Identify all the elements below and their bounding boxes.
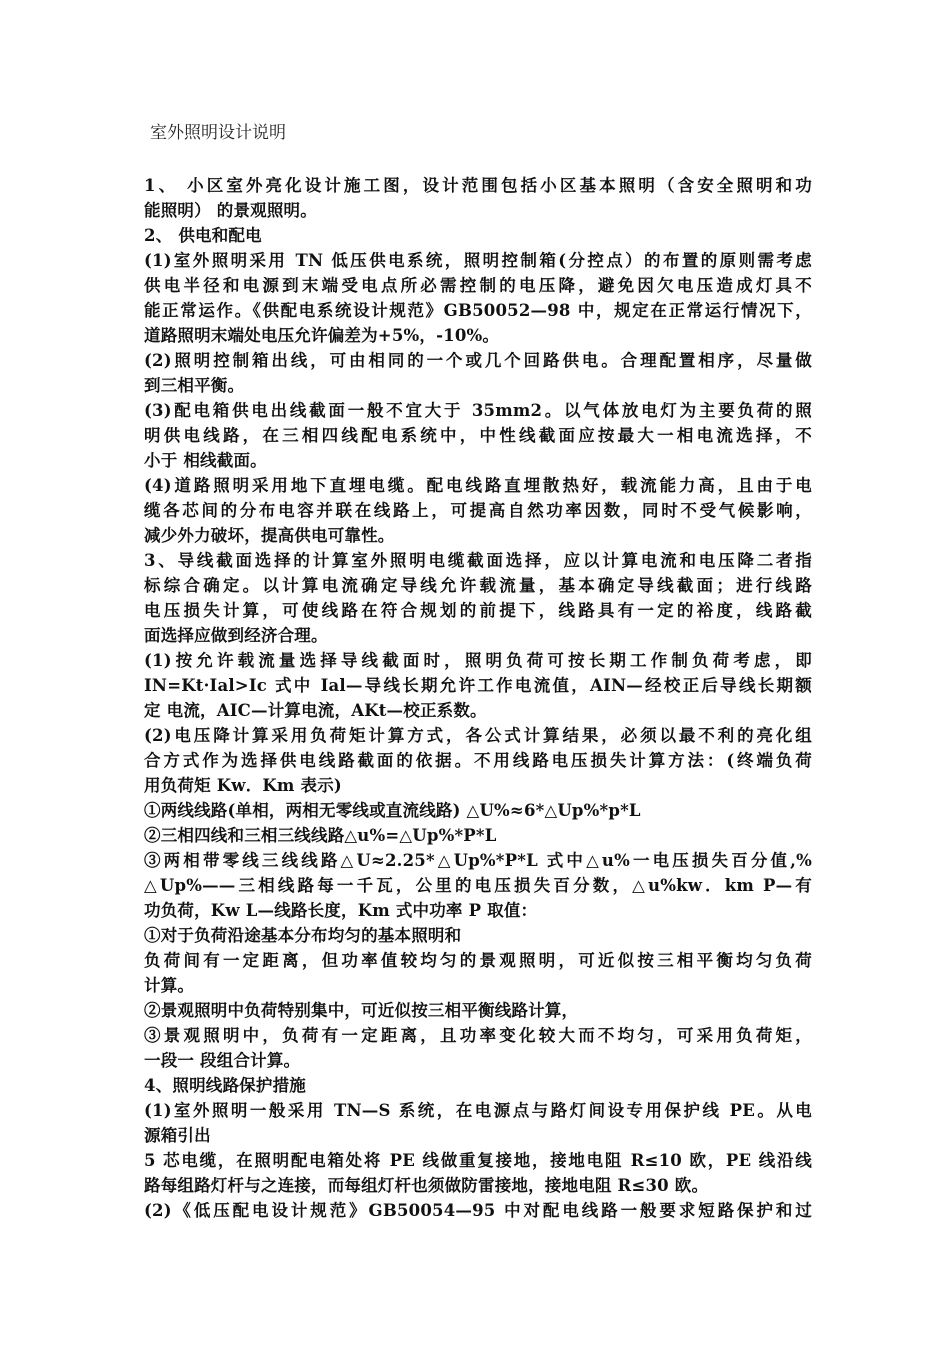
text-line: △Up%——三相线路每一千瓦，公里的电压损失百分数，△u%kw．km P—有	[144, 876, 812, 895]
text-line: (2)《低压配电设计规范》GB50054—95 中对配电线路一般要求短路保护和过	[144, 1201, 812, 1220]
text-line: 计算。	[144, 976, 195, 995]
text-line: 源箱引出	[144, 1126, 211, 1145]
text-line: ①对于负荷沿途基本分布均匀的基本照明和	[144, 926, 462, 945]
text-line: 缆各芯间的分布电容并联在线路上，可提高自然功率因数，同时不受气候影响，	[144, 501, 812, 520]
text-line: 合方式作为选择供电线路截面的依据。不用线路电压损失计算方法：(终端负荷	[144, 751, 812, 770]
text-line: 路每组路灯杆与之连接，而每组灯杆也须做防雷接地，接地电阻 R≤30 欧。	[144, 1176, 709, 1195]
text-line: (1)按允许载流量选择导线截面时，照明负荷可按长期工作制负荷考虑，即	[144, 651, 812, 670]
text-line: 小于 相线截面。	[144, 451, 267, 470]
text-line: 能正常运作。《供配电系统设计规范》GB50052—98 中，规定在正常运行情况下，	[144, 301, 812, 320]
document-title: 室外照明设计说明	[150, 123, 286, 143]
text-line: 能照明） 的景观照明。	[144, 201, 317, 220]
text-line: (4)道路照明采用地下直埋电缆。配电线路直埋散热好，载流能力高，且由于电	[144, 476, 812, 495]
text-line: 面选择应做到经济合理。	[144, 626, 328, 645]
text-line: 一段一 段组合计算。	[144, 1051, 301, 1070]
text-line: ①两线线路(单相，两相无零线或直流线路) △U%≈6*△Up%*p*L	[144, 801, 641, 820]
text-line: 标综合确定。以计算电流确定导线允许载流量，基本确定导线截面；进行线路	[144, 576, 812, 595]
text-line: 负荷间有一定距离，但功率值较均匀的景观照明，可近似按三相平衡均匀负荷	[144, 951, 812, 970]
text-line: ③景观照明中，负荷有一定距离，且功率变化较大而不均匀，可采用负荷矩，	[144, 1026, 812, 1045]
text-line: ②景观照明中负荷特别集中，可近似按三相平衡线路计算，	[144, 1001, 579, 1020]
text-line: 到三相平衡。	[144, 376, 245, 395]
text-line: 道路照明末端处电压允许偏差为+5%，-10%。	[144, 326, 500, 345]
text-line: (2)电压降计算采用负荷矩计算方式，各公式计算结果，必须以最不利的亮化组	[144, 726, 812, 745]
text-line: 功负荷，Kw L—线路长度，Km 式中功率 P 取值：	[144, 901, 538, 920]
document-body	[144, 165, 812, 1223]
text-line: 供电半径和电源到末端受电点所必需控制的电压降，避免因欠电压造成灯具不	[144, 276, 812, 295]
text-line: 电压损失计算，可使线路在符合规划的前提下，线路具有一定的裕度，线路截	[144, 601, 812, 620]
text-line: IN=Kt·Ial>Ic 式中 Ial—导线长期允许工作电流值，AIN—经校正后导线长期额	[144, 676, 812, 695]
text-line: ②三相四线和三相三线线路△u%=△Up%*P*L	[144, 826, 497, 845]
text-line: 用负荷矩 Kw．Km 表示)	[144, 776, 342, 795]
text-line: (1)室外照明采用 TN 低压供电系统，照明控制箱(分控点）的布置的原则需考虑	[144, 251, 812, 270]
text-line: 定 电流，AIC—计算电流，AKt—校正系数。	[144, 701, 487, 720]
text-line: ③两相带零线三线线路△U≈2.25*△Up%*P*L 式中△u%一电压损失百分值,%	[144, 851, 812, 870]
text-line: (3)配电箱供电出线截面一般不宜大于 35mm2。以气体放电灯为主要负荷的照	[144, 401, 812, 420]
text-line: 5 芯电缆，在照明配电箱处将 PE 线做重复接地，接地电阻 R≤10 欧，PE 线沿线	[144, 1151, 812, 1170]
text-line: (1)室外照明一般采用 TN—S 系统，在电源点与路灯间设专用保护线 PE。从电	[144, 1101, 812, 1120]
text-line: 3、导线截面选择的计算室外照明电缆截面选择，应以计算电流和电压降二者指	[144, 551, 812, 570]
text-line: 2、 供电和配电	[144, 226, 262, 245]
text-line: 明供电线路，在三相四线配电系统中，中性线截面应按最大一相电流选择，不	[144, 426, 812, 445]
text-line: 1、 小区室外亮化设计施工图，设计范围包括小区基本照明（含安全照明和功	[144, 176, 812, 195]
text-line: 4、照明线路保护措施	[144, 1076, 306, 1095]
text-line: (2)照明控制箱出线，可由相同的一个或几个回路供电。合理配置相序，尽量做	[144, 351, 812, 370]
text-line: 减少外力破坏，提高供电可靠性。	[144, 526, 395, 545]
